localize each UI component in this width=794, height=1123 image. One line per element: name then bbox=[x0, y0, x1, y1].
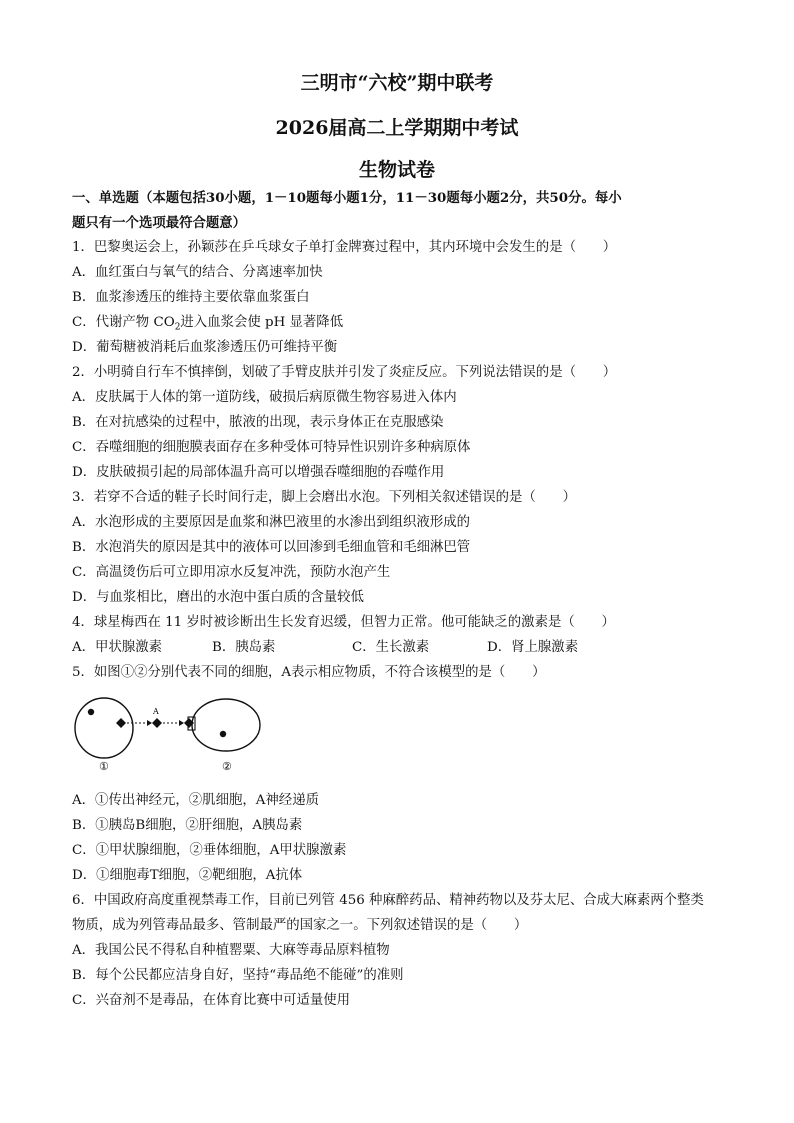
q6-option-c: C．兴奋剂不是毒品，在体育比赛中可适量使用 bbox=[72, 993, 351, 1008]
section-heading-line2: 题只有一个选项最符合题意） bbox=[72, 215, 247, 231]
label-a: A bbox=[153, 707, 159, 716]
q3-option-b: B．水泡消失的原因是其中的液体可以回渗到毛细血管和毛细淋巴管 bbox=[72, 540, 471, 555]
q5-option-b: B．①胰岛B细胞，②肝细胞，A胰岛素 bbox=[72, 818, 303, 833]
label-cell-2: ② bbox=[222, 760, 232, 773]
cell-signaling-diagram bbox=[72, 695, 272, 780]
arrow-head-2 bbox=[179, 720, 184, 726]
q1-option-c bbox=[72, 313, 732, 338]
q1-option-a: A．血红蛋白与氧气的结合、分离速率加快 bbox=[72, 265, 323, 280]
q2-stem: 2．小明骑自行车不慎摔倒，划破了手臂皮肤并引发了炎症反应。下列说法错误的是（ ） bbox=[72, 365, 617, 380]
q4-option-a: A．甲状腺激素 bbox=[72, 640, 163, 655]
q6-option-a: A．我国公民不得私自种植罂粟、大麻等毒品原料植物 bbox=[72, 943, 390, 958]
exam-title: 三明市“六校”期中联考 bbox=[300, 72, 494, 94]
q1-option-c-post: 进入血浆会使 pH 显著降低 bbox=[180, 315, 344, 330]
q5-option-c: C．①甲状腺细胞，②垂体细胞，A甲状腺激素 bbox=[72, 843, 347, 858]
q3-option-d: D．与血浆相比，磨出的水泡中蛋白质的含量较低 bbox=[72, 590, 364, 605]
exam-subtitle: 2026届高二上学期期中考试 bbox=[275, 117, 519, 139]
q3-option-c: C．高温烫伤后可立即用凉水反复冲洗，预防水泡产生 bbox=[72, 565, 391, 580]
q4-option-d: D．肾上腺激素 bbox=[487, 640, 579, 655]
q4-option-b: B．胰岛素 bbox=[212, 640, 276, 655]
q4-option-c: C．生长激素 bbox=[352, 640, 430, 655]
label-cell-1: ① bbox=[99, 760, 109, 773]
q3-stem: 3．若穿不合适的鞋子长时间行走，脚上会磨出水泡。下列相关叙述错误的是（ ） bbox=[72, 490, 576, 505]
cell-1-outline bbox=[75, 698, 133, 758]
cell-2-nucleus bbox=[220, 731, 226, 737]
cell-1-nucleus bbox=[88, 709, 94, 715]
q5-option-a: A．①传出神经元，②肌细胞，A神经递质 bbox=[72, 793, 319, 808]
q1-option-c-pre: C．代谢产物 CO bbox=[72, 315, 175, 330]
q5-stem: 5．如图①②分别代表不同的细胞，A表示相应物质，不符合该模型的是（ ） bbox=[72, 665, 546, 680]
q1-option-d: D．葡萄糖被消耗后血浆渗透压仍可维持平衡 bbox=[72, 340, 338, 355]
cell-2-outline bbox=[192, 699, 260, 751]
q6-stem-line1: 6．中国政府高度重视禁毒工作，目前已列管 456 种麻醉药品、精神药物以及芬太尼、合成大麻素两个整类 bbox=[72, 893, 704, 908]
q6-stem-line2: 物质，成为列管毒品最多、管制最严的国家之一。下列叙述错误的是（ ） bbox=[72, 918, 528, 933]
q2-option-b: B．在对抗感染的过程中，脓液的出现，表示身体正在克服感染 bbox=[72, 415, 444, 430]
q2-option-a: A．皮肤属于人体的第一道防线，破损后病原微生物容易进入体内 bbox=[72, 390, 457, 405]
q2-option-c: C．吞噬细胞的细胞膜表面存在多种受体可特异性识别许多种病原体 bbox=[72, 440, 471, 455]
q1-option-b: B．血浆渗透压的维持主要依靠血浆蛋白 bbox=[72, 290, 310, 305]
q5-option-d: D．①细胞毒T细胞，②靶细胞，A抗体 bbox=[72, 868, 303, 883]
q4-stem: 4．球星梅西在 11 岁时被诊断出生长发育迟缓，但智力正常。他可能缺乏的激素是（ ） bbox=[72, 615, 615, 630]
section-heading-line1: 一、单选题（本题包括30小题，1－10题每小题1分，11－30题每小题2分，共50分。每小 bbox=[72, 190, 622, 206]
q6-option-b: B．每个公民都应洁身自好，坚持“毒品绝不能碰”的准则 bbox=[72, 968, 404, 983]
q2-option-d: D．皮肤破损引起的局部体温升高可以增强吞噬细胞的吞噬作用 bbox=[72, 465, 445, 480]
q1-option-c-sub: 2 bbox=[174, 322, 181, 333]
signal-molecule-inside bbox=[116, 718, 126, 728]
signal-molecule-a bbox=[152, 718, 162, 728]
subject-title: 生物试卷 bbox=[358, 159, 435, 181]
arrow-head-1 bbox=[147, 720, 152, 726]
q3-option-a: A．水泡形成的主要原因是血浆和淋巴液里的水渗出到组织液形成的 bbox=[72, 515, 470, 530]
q1-stem: 1．巴黎奥运会上，孙颖莎在乒乓球女子单打金牌赛过程中，其内环境中会发生的是（ ） bbox=[72, 240, 617, 255]
